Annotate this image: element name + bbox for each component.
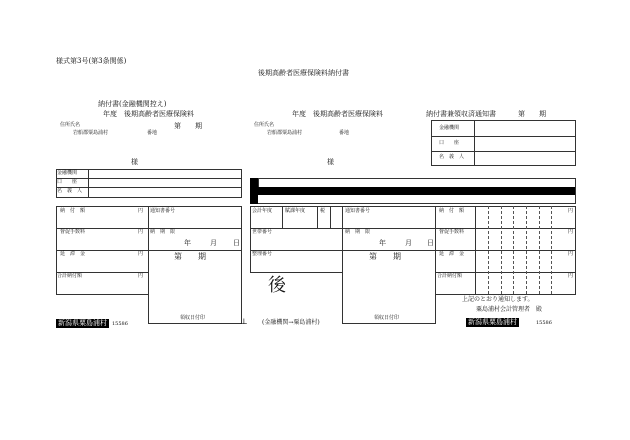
left-code: 15586 xyxy=(112,321,128,327)
right-gokei-label: 合計納付額 xyxy=(437,273,463,279)
right-entaikin-yen: 円 xyxy=(568,251,574,257)
seiri-no-label: 整理番号 xyxy=(252,251,273,257)
middle-tsuki: 月 xyxy=(405,239,412,247)
left-grid-ki: 第 期 xyxy=(174,252,206,261)
middle-tsuchi-no-label: 通知書番号 xyxy=(345,208,371,214)
left-tsuchi-no-label: 通知書番号 xyxy=(150,208,176,214)
left-tsuki: 月 xyxy=(210,239,217,247)
left-holder-label: 名 義 人 xyxy=(57,188,83,194)
left-entaikin-yen: 円 xyxy=(138,251,144,257)
right-bank-label: 金融機関 xyxy=(439,125,460,131)
middle-sama: 様 xyxy=(327,158,334,166)
form-number: 様式第3号(第3条関係) xyxy=(56,57,127,65)
right-nofu-gaku-yen: 円 xyxy=(568,208,574,214)
cut-mark: ⊥ xyxy=(240,317,248,326)
left-municipality-stamp: 新潟県粟島浦村 xyxy=(58,319,107,327)
middle-address-label: 住所氏名 xyxy=(254,122,275,128)
middle-notice-title: 納付書兼領収済通知書 xyxy=(426,110,496,118)
middle-grid-ki: 第 期 xyxy=(369,252,401,261)
left-gokei-label: 合計納付額 xyxy=(57,273,83,279)
left-ki: 第 期 xyxy=(174,122,202,130)
kaikei-nendo-label: 会計年度 xyxy=(252,208,273,214)
middle-banchi: 番地 xyxy=(339,130,350,136)
setai-no-label: 世帯番号 xyxy=(252,229,273,235)
right-code: 15586 xyxy=(536,320,552,326)
left-receipt-label: 納付書(金融機関控え) xyxy=(98,100,167,108)
right-municipality-stamp: 新潟県粟島浦村 xyxy=(468,318,517,326)
left-nendo-line: 年度 後期高齢者医療保険料 xyxy=(103,110,194,118)
notice-text: 上記のとおり通知します。 xyxy=(462,296,534,303)
left-tokusoku-yen: 円 xyxy=(138,229,144,235)
left-entaikin-label: 延 滞 金 xyxy=(60,251,86,257)
left-address-label: 住所氏名 xyxy=(60,122,81,128)
left-tokusoku-label: 督促手数料 xyxy=(60,229,86,235)
left-gokei-yen: 円 xyxy=(138,273,144,279)
middle-nen: 年 xyxy=(379,239,386,247)
left-account-label: 口 座 xyxy=(57,179,78,185)
left-nen: 年 xyxy=(184,239,191,247)
left-ryoshu-bi: 領収日付印 xyxy=(180,315,206,321)
left-hi: 日 xyxy=(233,239,240,247)
right-nofu-gaku-label: 納 付 額 xyxy=(439,208,465,214)
ocr-mark-block xyxy=(250,178,258,204)
middle-ki: 第 期 xyxy=(518,110,546,118)
left-bank-label: 金融機関 xyxy=(57,170,78,176)
left-sama: 様 xyxy=(131,158,138,166)
zei-label: 税 xyxy=(320,208,326,214)
left-nofu-gaku-label: 納 付 額 xyxy=(60,208,86,214)
right-account-label: 口 座 xyxy=(439,140,460,146)
right-entaikin-label: 延 滞 金 xyxy=(439,251,465,257)
right-tokusoku-yen: 円 xyxy=(568,229,574,235)
middle-hi: 日 xyxy=(427,239,434,247)
middle-address: 岩船郡粟島浦村 xyxy=(267,130,303,136)
right-holder-label: 名 義 人 xyxy=(439,154,465,160)
middle-ryoshu-bi: 領収日付印 xyxy=(374,315,400,321)
ocr-band xyxy=(258,187,576,195)
right-gokei-yen: 円 xyxy=(568,273,574,279)
middle-nofu-kigen-label: 納 期 限 xyxy=(345,229,371,235)
form-title: 後期高齢者医療保険料納付書 xyxy=(258,69,349,77)
middle-nendo-line: 年度 後期高齢者医療保険料 xyxy=(292,110,383,118)
fuka-nendo-label: 賦課年度 xyxy=(285,208,306,214)
left-nofu-kigen-label: 納 期 限 xyxy=(150,229,176,235)
left-address: 岩船郡粟島浦村 xyxy=(73,130,109,136)
go-mark: 後 xyxy=(268,275,286,296)
left-nofu-gaku-yen: 円 xyxy=(138,208,144,214)
direction-note: (金融機関→粟島浦村) xyxy=(262,319,320,326)
left-banchi: 番地 xyxy=(147,130,158,136)
manager-text: 粟島浦村会計管理者 殿 xyxy=(476,306,543,313)
right-tokusoku-label: 督促手数料 xyxy=(439,229,465,235)
